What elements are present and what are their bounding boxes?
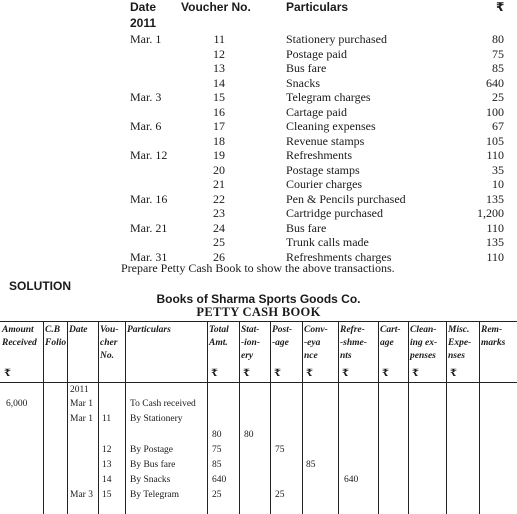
row-voucher: 23 bbox=[213, 206, 225, 220]
column-header: Folio bbox=[45, 338, 67, 348]
column-header: C.B bbox=[45, 325, 61, 335]
column-divider bbox=[43, 321, 44, 514]
row-voucher: 13 bbox=[213, 61, 225, 75]
entry-postage: 75 bbox=[275, 445, 285, 455]
column-header: Post- bbox=[272, 325, 293, 335]
petty-cash-book-title: PETTY CASH BOOK bbox=[196, 305, 321, 319]
column-header: -eya bbox=[304, 338, 321, 348]
entry-particulars: To Cash received bbox=[130, 399, 196, 409]
column-header: Vou- bbox=[100, 325, 119, 335]
column-header: -ion- bbox=[241, 338, 260, 348]
table-top-rule bbox=[0, 321, 517, 322]
row-amount: 100 bbox=[486, 104, 504, 119]
table-header-rule bbox=[0, 382, 517, 383]
column-header: -shme- bbox=[340, 338, 367, 348]
column-header: cher bbox=[100, 338, 118, 348]
column-header: Misc. bbox=[448, 325, 470, 335]
column-header: Amount bbox=[2, 325, 34, 335]
row-voucher: 24 bbox=[213, 220, 225, 235]
row-voucher: 22 bbox=[213, 191, 225, 206]
column-header: nses bbox=[448, 351, 465, 361]
currency-symbol: ₹ bbox=[306, 368, 313, 379]
row-date: Mar. 16 bbox=[130, 191, 168, 206]
column-header: Expe- bbox=[448, 338, 472, 348]
row-particulars: Courier charges bbox=[286, 177, 363, 191]
row-amount: 35 bbox=[492, 162, 504, 177]
row-voucher: 21 bbox=[213, 177, 225, 191]
row-amount: 110 bbox=[486, 148, 504, 162]
entry-voucher: 11 bbox=[102, 414, 112, 424]
column-header: Conv- bbox=[304, 325, 328, 335]
entry-voucher: 13 bbox=[102, 460, 112, 470]
row-particulars: Pen & Pencils purchased bbox=[286, 191, 406, 206]
row-amount: 110 bbox=[486, 220, 504, 235]
row-amount: 85 bbox=[492, 61, 504, 75]
row-amount: 135 bbox=[486, 191, 504, 206]
column-header: Particulars bbox=[127, 325, 171, 335]
column-divider bbox=[98, 321, 99, 514]
row-date: Mar. 1 bbox=[130, 32, 162, 46]
row-amount: 1,200 bbox=[477, 206, 504, 220]
entry-total: 25 bbox=[212, 490, 222, 500]
row-date: Mar. 21 bbox=[130, 220, 168, 235]
row-particulars: Postage paid bbox=[286, 46, 347, 61]
book-title: Books of Sharma Sports Goods Co. bbox=[156, 292, 361, 306]
currency-symbol: ₹ bbox=[211, 368, 218, 379]
column-divider bbox=[125, 321, 126, 514]
column-header: Rem- bbox=[481, 325, 503, 335]
row-voucher: 16 bbox=[213, 104, 225, 119]
column-divider bbox=[408, 321, 409, 514]
entry-conveyance: 85 bbox=[306, 460, 316, 470]
entry-refreshments: 640 bbox=[344, 475, 359, 485]
entry-particulars: By Bus fare bbox=[130, 460, 176, 470]
column-header: nts bbox=[340, 351, 352, 361]
column-divider bbox=[270, 321, 271, 514]
row-particulars: Cartage paid bbox=[286, 104, 347, 119]
currency-symbol: ₹ bbox=[342, 368, 349, 379]
column-header: -age bbox=[272, 338, 289, 348]
row-amount: 135 bbox=[486, 235, 504, 249]
particulars-header: Particulars bbox=[286, 0, 349, 14]
row-amount: 110 bbox=[486, 249, 504, 264]
row-voucher: 11 bbox=[213, 32, 225, 46]
column-header: Cart- bbox=[380, 325, 401, 335]
row-voucher: 25 bbox=[213, 235, 225, 249]
column-header: Refre- bbox=[340, 325, 365, 335]
row-amount: 80 bbox=[492, 32, 504, 46]
column-divider bbox=[378, 321, 379, 514]
column-divider bbox=[479, 321, 480, 514]
row-voucher: 20 bbox=[213, 162, 225, 177]
entry-voucher: 12 bbox=[102, 445, 112, 455]
entry-date: 2011 bbox=[70, 385, 89, 395]
row-amount: 67 bbox=[492, 119, 504, 133]
row-voucher: 18 bbox=[213, 133, 225, 148]
column-divider bbox=[207, 321, 208, 514]
row-date: Mar. 31 bbox=[130, 249, 168, 264]
entry-postage: 25 bbox=[275, 490, 285, 500]
currency-symbol: ₹ bbox=[450, 368, 457, 379]
column-header: Received bbox=[2, 338, 37, 348]
entry-amount-received: 6,000 bbox=[6, 399, 28, 409]
entry-total: 640 bbox=[212, 475, 227, 485]
entry-voucher: 15 bbox=[102, 490, 112, 500]
date-header: Date bbox=[130, 0, 157, 14]
entry-particulars: By Telegram bbox=[130, 490, 180, 500]
entry-date: Mar 1 bbox=[70, 414, 93, 424]
column-divider bbox=[67, 321, 68, 514]
row-particulars: Trunk calls made bbox=[286, 235, 369, 249]
row-amount: 640 bbox=[486, 75, 504, 90]
row-particulars: Bus fare bbox=[286, 61, 327, 75]
row-particulars: Postage stamps bbox=[286, 162, 360, 177]
entry-particulars: By Stationery bbox=[130, 414, 183, 424]
column-header: No. bbox=[100, 351, 114, 361]
row-voucher: 17 bbox=[213, 119, 225, 133]
currency-symbol: ₹ bbox=[382, 368, 389, 379]
column-divider bbox=[446, 321, 447, 514]
row-particulars: Telegram charges bbox=[286, 90, 371, 104]
row-voucher: 19 bbox=[213, 148, 225, 162]
row-amount: 75 bbox=[492, 46, 504, 61]
currency-symbol: ₹ bbox=[274, 368, 281, 379]
column-header: marks bbox=[481, 338, 506, 348]
row-particulars: Refreshments bbox=[286, 148, 352, 162]
row-particulars: Refreshments charges bbox=[286, 249, 392, 264]
entry-voucher: 14 bbox=[102, 475, 112, 485]
row-voucher: 14 bbox=[213, 75, 225, 90]
row-date: Mar. 3 bbox=[130, 90, 162, 104]
column-divider bbox=[302, 321, 303, 514]
entry-date: Mar 1 bbox=[70, 399, 93, 409]
instruction-text: Prepare Petty Cash Book to show the above transactions. bbox=[121, 261, 395, 275]
row-date: Mar. 6 bbox=[130, 119, 162, 133]
entry-particulars: By Postage bbox=[130, 445, 174, 455]
row-particulars: Cartridge purchased bbox=[286, 206, 383, 220]
row-amount: 10 bbox=[492, 177, 504, 191]
column-header: ery bbox=[241, 351, 254, 361]
column-divider bbox=[338, 321, 339, 514]
row-voucher: 26 bbox=[213, 249, 225, 264]
column-header: Stat- bbox=[241, 325, 260, 335]
currency-symbol: ₹ bbox=[4, 368, 11, 379]
row-particulars: Cleaning expenses bbox=[286, 119, 376, 133]
currency-symbol: ₹ bbox=[412, 368, 419, 379]
row-voucher: 15 bbox=[213, 90, 225, 104]
entry-total: 75 bbox=[212, 445, 222, 455]
entry-stationery: 80 bbox=[244, 430, 254, 440]
row-particulars: Revenue stamps bbox=[286, 133, 365, 148]
entry-particulars: By Snacks bbox=[130, 475, 171, 485]
column-header: nce bbox=[304, 351, 318, 361]
row-particulars: Bus fare bbox=[286, 220, 327, 235]
entry-total: 85 bbox=[212, 460, 222, 470]
column-header: penses bbox=[410, 351, 436, 361]
voucher-header: Voucher No. bbox=[181, 0, 251, 14]
column-header: Date bbox=[69, 325, 88, 335]
row-amount: 105 bbox=[486, 133, 504, 148]
column-header: ing ex- bbox=[410, 338, 438, 348]
row-particulars: Stationery purchased bbox=[286, 32, 387, 46]
entry-total: 80 bbox=[212, 430, 222, 440]
row-date: Mar. 12 bbox=[130, 148, 168, 162]
column-header: age bbox=[380, 338, 394, 348]
column-divider bbox=[239, 321, 240, 514]
amount-header: ₹ bbox=[496, 0, 505, 14]
column-header: Amt. bbox=[209, 338, 228, 348]
year-label: 2011 bbox=[130, 16, 157, 30]
column-header: Total bbox=[209, 325, 229, 335]
row-voucher: 12 bbox=[213, 46, 225, 61]
entry-date: Mar 3 bbox=[70, 490, 93, 500]
currency-symbol: ₹ bbox=[243, 368, 250, 379]
column-header: Clean- bbox=[410, 325, 437, 335]
solution-label: SOLUTION bbox=[9, 279, 71, 293]
row-amount: 25 bbox=[492, 90, 504, 104]
row-particulars: Snacks bbox=[286, 75, 320, 90]
